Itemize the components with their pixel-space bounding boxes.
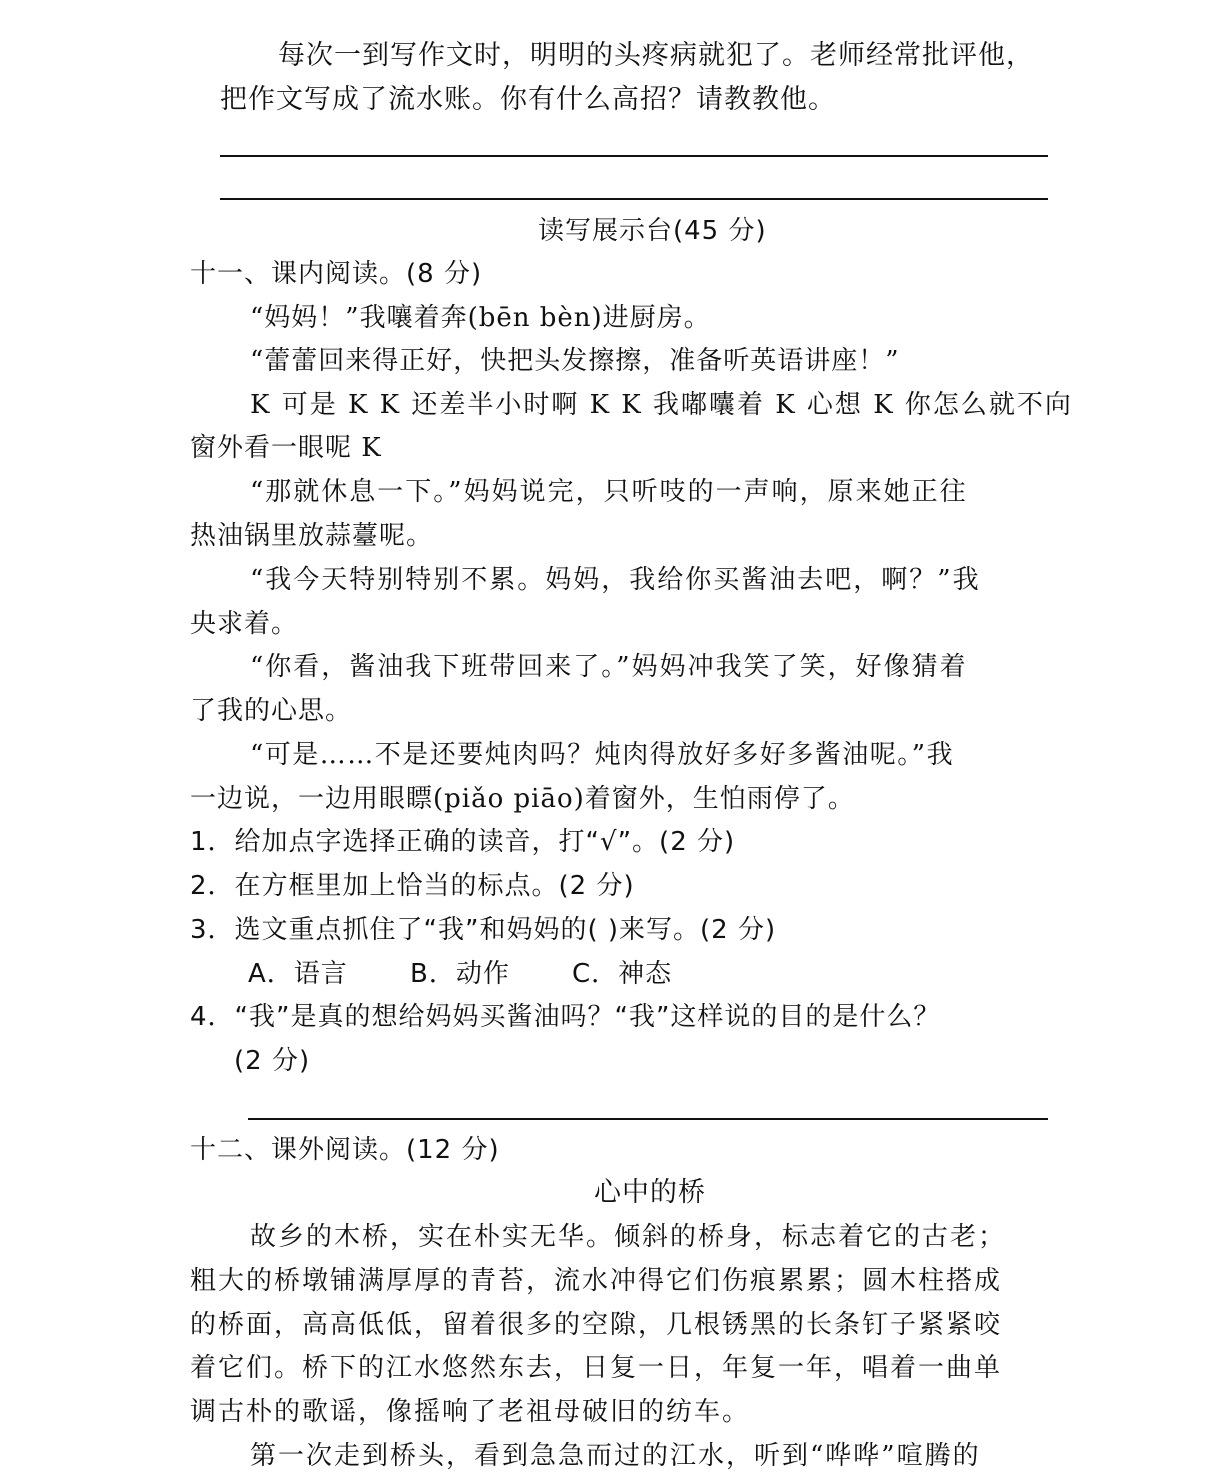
q11-para-6: “我今天特别特别不累。妈妈，我给你买酱油去吧，啊？”我 <box>250 565 981 595</box>
option-c[interactable]: C．神态 <box>572 959 673 989</box>
option-a[interactable]: A．语言 <box>248 959 348 989</box>
q11-para-11: 一边说，一边用眼瞟(piǎo piāo)着窗外，生怕雨停了。 <box>190 784 855 814</box>
q12-para-2: 的桥面，高高低低，留着很多的空隙，几根锈黑的长条钉子紧紧咬 <box>190 1310 1003 1340</box>
intro-line-1: 每次一到写作文时，明明的头疼病就犯了。老师经常批评他， <box>278 40 1034 71</box>
q11-question-3: 3．选文重点抓住了“我”和妈妈的( )来写。(2 分) <box>190 915 777 945</box>
q11-question-4-score: (2 分) <box>234 1046 311 1076</box>
q11-para-8: “你看，酱油我下班带回来了。”妈妈冲我笑了笑，好像猜着 <box>250 652 968 682</box>
q11-heading: 十一、课内阅读。(8 分) <box>190 259 483 289</box>
q11-question-4: 4．“我”是真的想给妈妈买酱油吗？“我”这样说的目的是什么？ <box>190 1002 941 1032</box>
q12-para-1: 粗大的桥墩铺满厚厚的青苔，流水冲得它们伤痕累累；圆木柱搭成 <box>190 1266 1003 1296</box>
q12-para-3: 着它们。桥下的江水悠然东去，日复一日，年复一年，唱着一曲单 <box>190 1353 1003 1383</box>
q11-para-10: “可是……不是还要炖肉吗？炖肉得放好多好多酱油呢。”我 <box>250 740 955 770</box>
section-title: 读写展示台(45 分) <box>538 216 767 246</box>
q12-heading: 十二、课外阅读。(12 分) <box>190 1135 500 1165</box>
q12-passage-title: 心中的桥 <box>594 1177 706 1208</box>
q11-para-3: 窗外看一眼呢 K <box>190 433 382 463</box>
q11-para-9: 了我的心思。 <box>190 696 353 726</box>
q11-para-7: 央求着。 <box>190 609 299 639</box>
q11-para-2: K 可是 K K 还差半小时啊 K K 我嘟囔着 K 心想 K 你怎么就不向 <box>250 390 1073 420</box>
intro-line-2: 把作文写成了流水账。你有什么高招？请教教他。 <box>220 84 836 115</box>
option-b[interactable]: B．动作 <box>410 959 510 989</box>
q12-para-5: 第一次走到桥头，看到急急而过的江水，听到“哗哗”喧腾的 <box>250 1441 981 1471</box>
q11-question-2: 2．在方框里加上恰当的标点。(2 分) <box>190 871 635 901</box>
answer-line-1[interactable] <box>220 155 1048 157</box>
q11-para-4: “那就休息一下。”妈妈说完，只听吱的一声响，原来她正往 <box>250 477 968 507</box>
q12-para-0: 故乡的木桥，实在朴实无华。倾斜的桥身，标志着它的古老； <box>250 1222 1007 1252</box>
q11-para-0: “妈妈！”我嚷着奔(bēn bèn)进厨房。 <box>250 303 711 333</box>
answer-line-2[interactable] <box>220 198 1048 200</box>
answer-line-q4[interactable] <box>248 1118 1048 1120</box>
q12-para-4: 调古朴的歌谣，像摇响了老祖母破旧的纺车。 <box>190 1397 751 1427</box>
q11-para-1: “蕾蕾回来得正好，快把头发擦擦，准备听英语讲座！” <box>250 346 900 376</box>
q11-question-1: 1．给加点字选择正确的读音，打“√”。(2 分) <box>190 827 736 857</box>
q11-para-5: 热油锅里放蒜薹呢。 <box>190 521 434 551</box>
